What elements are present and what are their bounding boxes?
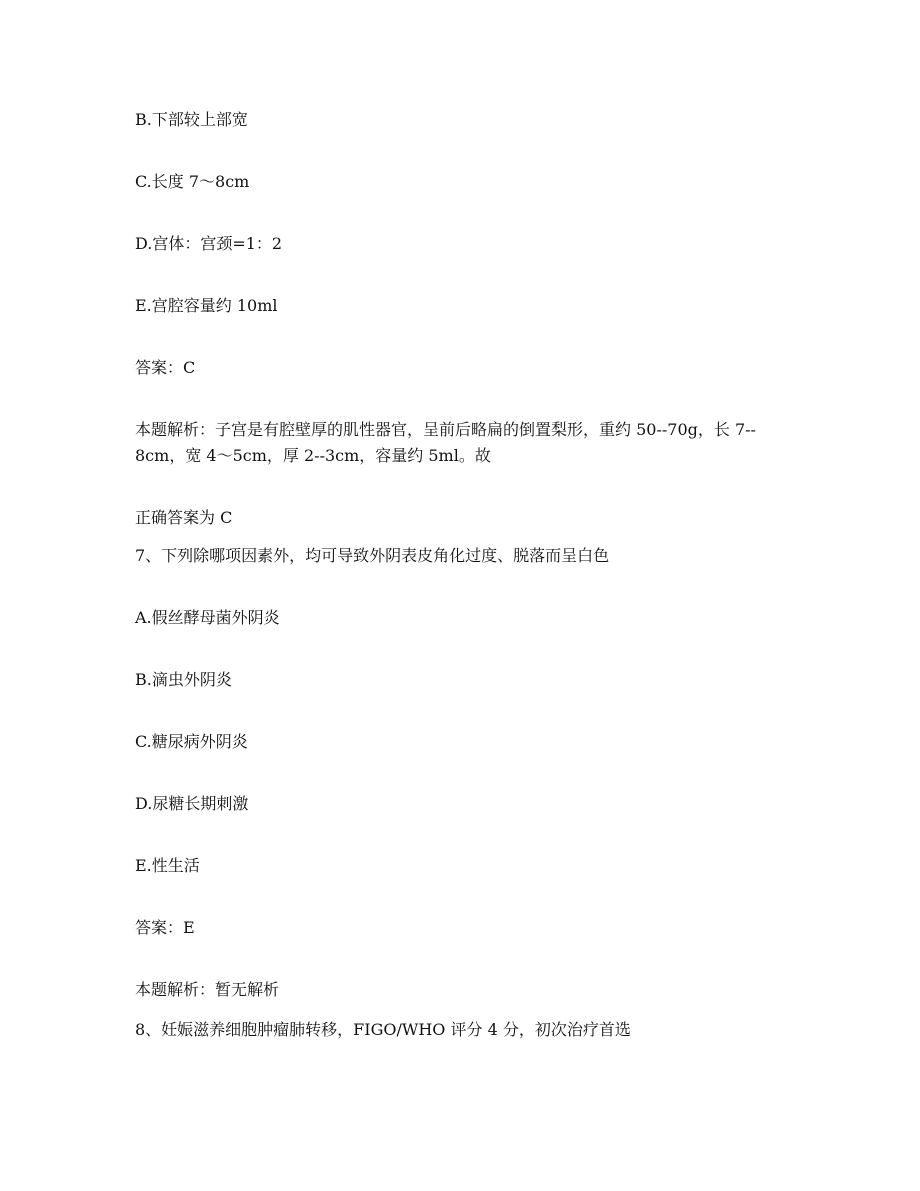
q6-option-b: B.下部较上部宽 — [135, 110, 248, 129]
q7-answer: 答案：E — [135, 918, 195, 937]
q7-option-b: B.滴虫外阴炎 — [135, 670, 232, 689]
q7-analysis: 本题解析：暂无解析 — [135, 980, 280, 999]
q6-answer: 答案：C — [135, 358, 196, 377]
q7-option-a: A.假丝酵母菌外阴炎 — [135, 608, 280, 627]
q7-option-c: C.糖尿病外阴炎 — [135, 732, 248, 751]
q6-option-c: C.长度 7～8cm — [135, 172, 250, 191]
q7-option-e: E.性生活 — [135, 856, 200, 875]
q7-option-d: D.尿糖长期刺激 — [135, 794, 249, 813]
q6-option-e: E.宫腔容量约 10ml — [135, 296, 278, 315]
q6-correct-answer: 正确答案为 C — [135, 508, 233, 527]
q6-option-d: D.宫体：宫颈=1：2 — [135, 234, 283, 253]
q8-question: 8、妊娠滋养细胞肿瘤肺转移，FIGO/WHO 评分 4 分，初次治疗首选 — [135, 1020, 631, 1039]
q6-analysis-line-2: 8cm，宽 4～5cm，厚 2--3cm，容量约 5ml。故 — [135, 446, 491, 465]
q6-analysis-line-1: 本题解析：子宫是有腔壁厚的肌性器官，呈前后略扁的倒置梨形，重约 50--70g，长 7-- — [135, 420, 756, 439]
q7-question: 7、下列除哪项因素外，均可导致外阴表皮角化过度、脱落而呈白色 — [135, 546, 610, 565]
